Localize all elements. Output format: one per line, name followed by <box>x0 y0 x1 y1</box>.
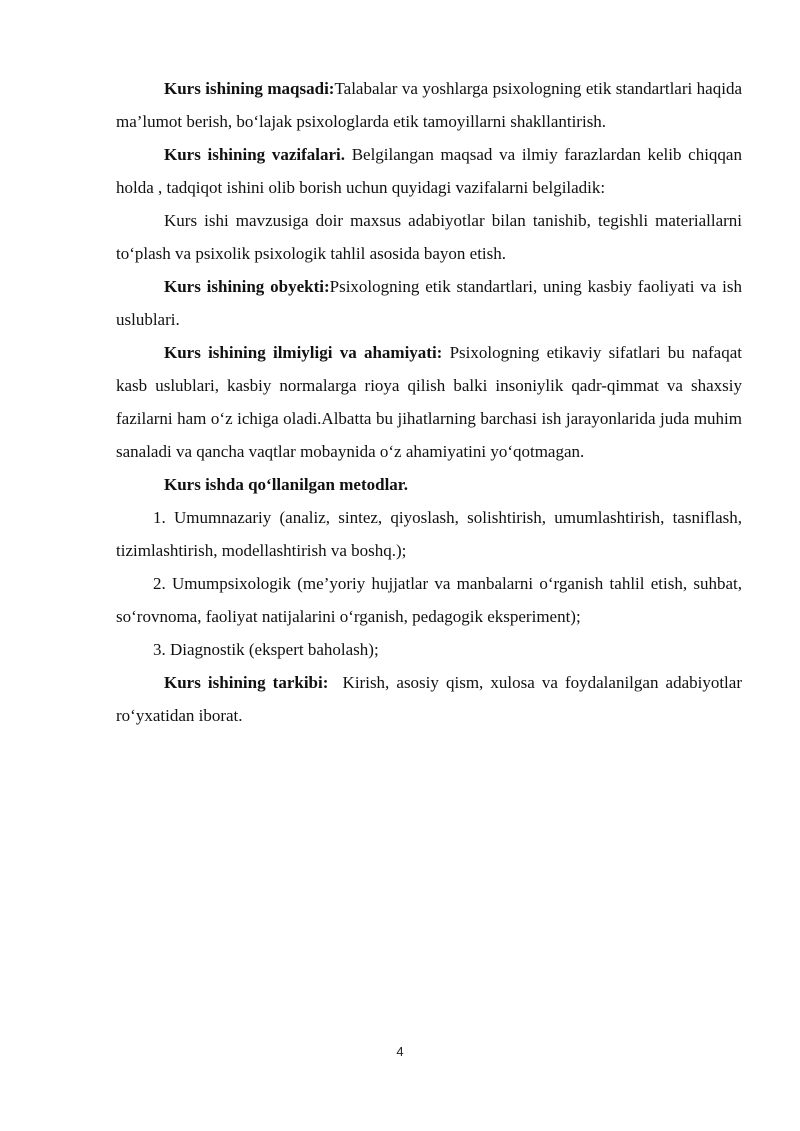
text-tarkib: Kirish, asosiy qism, xulosa va foydalanilgan adabiyotlar ro‘yxatidan iborat. <box>116 673 747 725</box>
label-maqsad: Kurs ishining maqsadi: <box>164 79 335 98</box>
text-vazifalar: Belgilangan maqsad va ilmiy farazlardan kelib chiqqan holda , tadqiqot ishini olib borish uchun quyidagi vazifalarni belgiladik: <box>116 145 742 197</box>
text-maqsad: Talabalar va yoshlarga psixologning etik standartlari haqida ma’lumot berish, bo‘lajak psixologlarda etik tamoyillarni shakllantirish. <box>116 79 742 131</box>
paragraph-vazifalar <box>116 138 742 204</box>
method-item-2: 2. Umumpsixologik (me’yoriy hujjatlar va manbalarni o‘rganish tahlil etish, suhbat, so‘rovnoma, faoliyat natijalarini o‘rganish, pedagogik eksperiment); <box>116 574 742 626</box>
text-obyekt: Psixologning etik standartlari, uning kasbiy faoliyati va ish uslublari. <box>116 277 742 329</box>
text-ahamiyat: Psixologning etikaviy sifatlari bu nafaqat kasb uslublari, kasbiy normalarga rioya qilish balki insoniylik qadr-qimmat va shaxsiy fazilarni ham o‘z ichiga oladi.Albatta bu jihatlarning barchasi ish jarayonlarida juda muhim sanaladi va qancha vaqtlar mobaynida o‘z ahamiyatini yo‘qotmagan. <box>116 343 742 461</box>
method-item-3: 3. Diagnostik (ekspert baholash); <box>153 640 379 659</box>
label-obyekt: Kurs ishining obyekti: <box>164 277 330 296</box>
label-ahamiyat: Kurs ishining ilmiyligi va ahamiyati: <box>164 343 443 362</box>
page-number: 4 <box>396 1044 404 1059</box>
paragraph-vazifa-text: Kurs ishi mavzusiga doir maxsus adabiyotlar bilan tanishib, tegishli materiallarni to‘plash va psixolik psixologik tahlil asosida bayon etish. <box>116 211 742 263</box>
paragraph-tarkib <box>116 666 747 732</box>
method-item-1: 1. Umumnazariy (analiz, sintez, qiyoslash, solishtirish, umumlashtirish, tasniflash, tizimlashtirish, modellashtirish va boshq.); <box>116 508 742 560</box>
label-vazifalar: Kurs ishining vazifalari. <box>164 145 346 164</box>
document-body <box>116 72 747 732</box>
paragraph-obyekt <box>116 270 742 336</box>
heading-metodlar: Kurs ishda qo‘llanilgan metodlar. <box>164 475 409 494</box>
paragraph-ahamiyat <box>116 336 742 468</box>
paragraph-maqsad <box>116 72 742 138</box>
label-tarkib: Kurs ishining tarkibi: <box>164 673 329 692</box>
